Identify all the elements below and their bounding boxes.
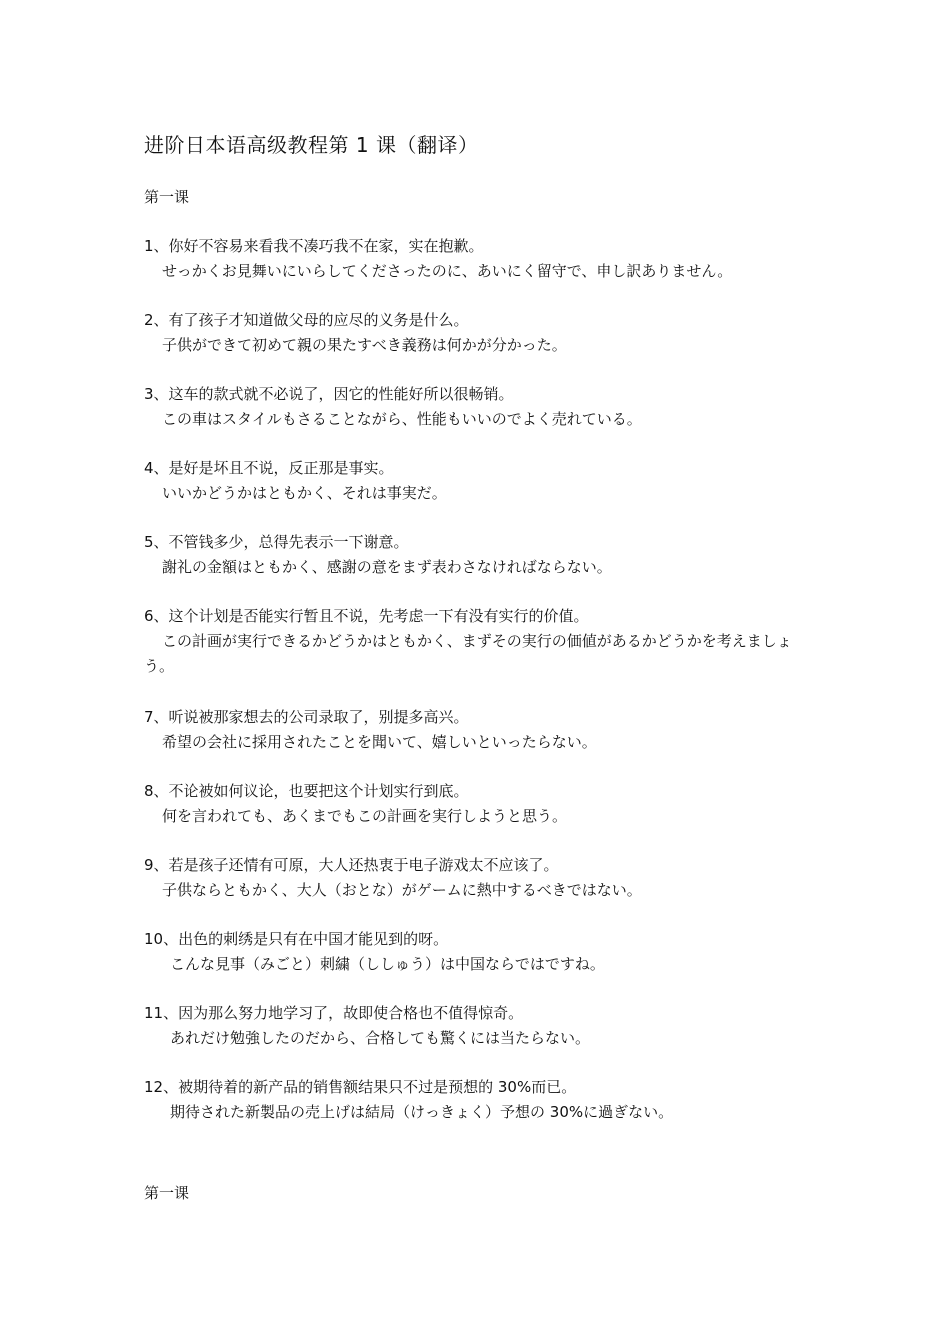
translation-item-9 [144,853,824,927]
translation-item-6 [144,604,824,705]
japanese-translation: 子供ができて初めて親の果たすべき義務は何かが分かった。 [162,336,567,354]
translation-item-10 [144,927,824,1001]
chinese-sentence: 1、你好不容易来看我不凑巧我不在家，实在抱歉。 [144,237,484,255]
japanese-translation: 希望の会社に採用されたことを聞いて、嬉しいといったらない。 [162,733,597,751]
japanese-translation: せっかくお見舞いにいらしてくださったのに、あいにく留守で、申し訳ありません。 [162,262,733,280]
translation-item-1 [144,234,824,308]
translation-item-5 [144,530,824,604]
chinese-sentence: 8、不论被如何议论，也要把这个计划实行到底。 [144,782,469,800]
translation-item-4 [144,456,824,530]
document-title: 进阶日本语高级教程第 1 课（翻译） [144,133,479,157]
japanese-translation: この車はスタイルもさることながら、性能もいいのでよく売れている。 [162,410,642,428]
chinese-sentence: 6、这个计划是否能实行暂且不说，先考虑一下有没有实行的价值。 [144,607,589,625]
translation-item-7 [144,705,824,779]
translation-list [144,234,824,1149]
japanese-translation: 子供ならともかく、大人（おとな）がゲームに熱中するべきではない。 [162,881,642,899]
translation-item-11 [144,1001,824,1075]
japanese-translation: 期待された新製品の売上げは結局（けっきょく）予想の 30%に過ぎない。 [170,1103,674,1121]
japanese-translation: この計画が実行できるかどうかはともかく、まずその実行の価値があるかどうかを考えましょ [162,632,792,650]
translation-item-12 [144,1075,824,1149]
japanese-translation: 謝礼の金額はともかく、感謝の意をまず表わさなければならない。 [162,558,612,576]
translation-item-2 [144,308,824,382]
chinese-sentence: 5、不管钱多少，总得先表示一下谢意。 [144,533,409,551]
japanese-translation: 何を言われても、あくまでもこの計画を実行しようと思う。 [162,807,568,825]
chinese-sentence: 2、有了孩子才知道做父母的应尽的义务是什么。 [144,311,469,329]
section-label: 第一课 [144,188,190,206]
chinese-sentence: 10、出色的刺绣是只有在中国才能见到的呀。 [144,930,449,948]
translation-item-3 [144,382,824,456]
chinese-sentence: 11、因为那么努力地学习了，故即使合格也不值得惊奇。 [144,1004,524,1022]
chinese-sentence: 7、听说被那家想去的公司录取了，别提多高兴。 [144,708,469,726]
translation-item-8 [144,779,824,853]
chinese-sentence: 9、若是孩子还情有可原，大人还热衷于电子游戏太不应该了。 [144,856,559,874]
chinese-sentence: 12、被期待着的新产品的销售额结果只不过是预想的 30%而已。 [144,1078,577,1096]
chinese-sentence: 4、是好是坏且不说，反正那是事实。 [144,459,394,477]
section-label-next: 第一课 [144,1184,190,1202]
chinese-sentence: 3、这车的款式就不必说了，因它的性能好所以很畅销。 [144,385,514,403]
japanese-translation: あれだけ勉強したのだから、合格しても驚くには当たらない。 [170,1029,591,1047]
japanese-translation-continued: う。 [144,657,175,675]
japanese-translation: こんな見事（みごと）刺繍（ししゅう）は中国ならではですね。 [170,955,605,973]
japanese-translation: いいかどうかはともかく、それは事実だ。 [162,484,447,502]
